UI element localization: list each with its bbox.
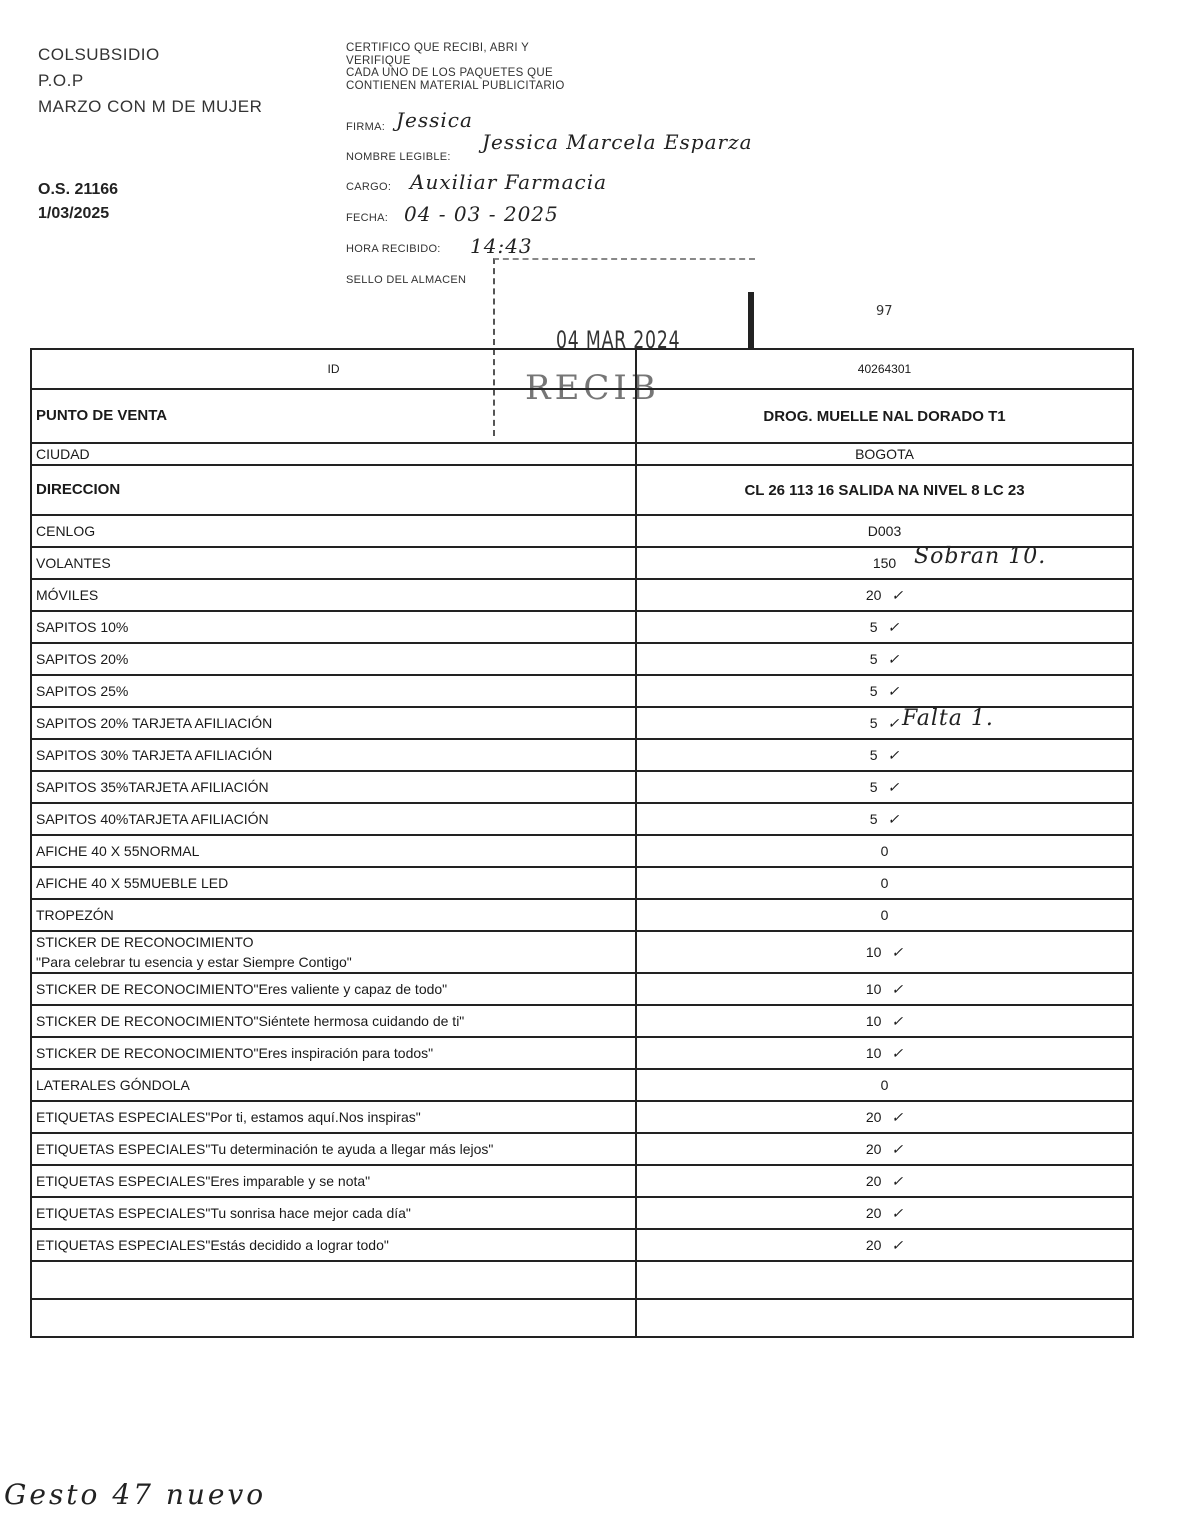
table-row [31,739,1133,771]
row-label: DIRECCION [31,465,636,515]
table-row [31,1005,1133,1037]
stamp-bar [748,292,754,350]
table-row [31,803,1133,835]
row-value [636,611,1133,643]
check-mark-icon: ✓ [887,747,900,764]
row-label: PUNTO DE VENTA [31,389,636,443]
table-row [31,1133,1133,1165]
row-value [636,899,1133,931]
row-value-text: 10 [865,980,882,997]
empty-cell [636,1299,1133,1337]
certificate-line: CONTIENEN MATERIAL PUBLICITARIO [346,79,565,92]
row-value-text: 0 [880,843,889,859]
empty-cell [636,1261,1133,1299]
row-value [636,1229,1133,1261]
row-value-text: BOGOTA [855,446,914,462]
row-value-text: 5 [869,618,878,635]
check-mark-icon: ✓ [891,1109,904,1126]
row-label: SAPITOS 20% [31,643,636,675]
id-label: ID [31,349,636,389]
table-row-id [31,349,1133,389]
row-value-text: 5 [869,746,878,763]
fecha-value: 04 - 03 - 2025 [404,202,559,226]
certificate-text [346,42,565,92]
row-value [636,771,1133,803]
table-row [31,611,1133,643]
cargo-value: Auxiliar Farmacia [410,170,608,194]
stamp-number: 97 [876,304,893,319]
stamp-date: 04 MAR 2024 [556,326,681,354]
stamp-word: RECIB [525,368,660,408]
row-value-text: 0 [880,907,889,923]
hora-label: HORA RECIBIDO: [346,243,441,255]
row-value [636,1069,1133,1101]
row-label: MÓVILES [31,579,636,611]
table-row [31,1101,1133,1133]
row-label: STICKER DE RECONOCIMIENTO"Siéntete hermosa cuidando de ti" [31,1005,636,1037]
row-label: ETIQUETAS ESPECIALES"Estás decidido a lograr todo" [31,1229,636,1261]
certificate-line: CERTIFICO QUE RECIBI, ABRI Y [346,42,530,54]
row-value-text: 5 [869,714,878,731]
row-value [636,443,1133,465]
row-label: LATERALES GÓNDOLA [31,1069,636,1101]
row-value-text: 5 [869,650,878,667]
row-value [636,867,1133,899]
check-mark-icon: ✓ [891,1141,904,1158]
row-value [636,973,1133,1005]
table-row [31,675,1133,707]
table-row [31,443,1133,465]
row-label: SAPITOS 30% TARJETA AFILIACIÓN [31,739,636,771]
row-value-text: D003 [867,523,902,539]
row-value-text: 150 [872,555,897,571]
check-mark-icon: ✓ [887,619,900,636]
check-mark-icon: ✓ [891,1013,904,1030]
row-value [636,803,1133,835]
nombre-label: NOMBRE LEGIBLE: [346,151,451,163]
row-value-text: 5 [869,778,878,795]
row-label: CIUDAD [31,443,636,465]
row-label: AFICHE 40 X 55MUEBLE LED [31,867,636,899]
firma-label: FIRMA: [346,121,386,133]
table-row [31,1037,1133,1069]
row-value-text: 20 [865,1108,882,1125]
row-value-text: 10 [865,1012,882,1029]
table-row [31,867,1133,899]
row-value [636,547,1133,579]
material-table [30,348,1134,1338]
row-label: AFICHE 40 X 55NORMAL [31,835,636,867]
row-value [636,515,1133,547]
row-label: SAPITOS 25% [31,675,636,707]
id-value: 40264301 [636,349,1133,389]
row-value [636,1037,1133,1069]
empty-cell [31,1299,636,1337]
row-value [636,931,1133,973]
sello-label: SELLO DEL ALMACEN [346,274,467,286]
sapitos-note: Falta 1. [902,706,994,731]
row-value [636,739,1133,771]
row-value-text: 20 [865,1204,882,1221]
check-mark-icon: ✓ [887,683,900,700]
row-value-text: 10 [865,1044,882,1061]
row-value-text: DROG. MUELLE NAL DORADO T1 [763,407,1006,425]
row-value [636,675,1133,707]
row-label: CENLOG [31,515,636,547]
row-label: SAPITOS 40%TARJETA AFILIACIÓN [31,803,636,835]
row-value [636,835,1133,867]
row-label: ETIQUETAS ESPECIALES"Tu sonrisa hace mejor cada día" [31,1197,636,1229]
row-label: TROPEZÓN [31,899,636,931]
table-row [31,1165,1133,1197]
bottom-handwriting: Gesto 47 nuevo [4,1478,267,1511]
table-row [31,1197,1133,1229]
cargo-label: CARGO: [346,181,392,193]
row-label: VOLANTES [31,547,636,579]
empty-cell [31,1261,636,1299]
table-row [31,1229,1133,1261]
row-value-text: 10 [865,943,882,960]
check-mark-icon: ✓ [887,651,900,668]
row-value [636,389,1133,443]
row-value [636,579,1133,611]
row-label: STICKER DE RECONOCIMIENTO "Para celebrar tu esencia y estar Siempre Contigo" [31,931,636,973]
nombre-value: Jessica Marcela Esparza [482,130,753,154]
row-value-text: 20 [865,1172,882,1189]
row-label: STICKER DE RECONOCIMIENTO"Eres valiente y capaz de todo" [31,973,636,1005]
empty-row [31,1299,1133,1337]
check-mark-icon: ✓ [891,1205,904,1222]
row-value [636,1165,1133,1197]
campaign-name: MARZO CON M DE MUJER [38,97,263,116]
certificate-line: CADA UNO DE LOS PAQUETES QUE [346,67,553,79]
table-row [31,1069,1133,1101]
row-value-text: 20 [865,1236,882,1253]
table-row [31,899,1133,931]
row-value [636,1197,1133,1229]
order-number: O.S. 21166 [38,181,119,198]
row-value [636,1005,1133,1037]
pop-label: P.O.P [38,71,84,90]
table-row [31,465,1133,515]
table-row [31,771,1133,803]
row-value [636,1101,1133,1133]
check-mark-icon: ✓ [891,981,904,998]
row-value-text: 5 [869,682,878,699]
order-date: 1/03/2025 [38,205,110,222]
check-mark-icon: ✓ [887,811,900,828]
row-value-text: 20 [865,1140,882,1157]
row-value-text: CL 26 113 16 SALIDA NA NIVEL 8 LC 23 [744,481,1025,499]
row-value-text: 0 [880,1077,889,1093]
check-mark-icon: ✓ [891,1045,904,1062]
row-value [636,643,1133,675]
row-value-text: 0 [880,875,889,891]
company-name: COLSUBSIDIO [38,45,160,64]
check-mark-icon: ✓ [891,1173,904,1190]
check-mark-icon: ✓ [891,1237,904,1254]
order-block [38,178,118,226]
table-row [31,579,1133,611]
row-label: ETIQUETAS ESPECIALES"Por ti, estamos aquí.Nos inspiras" [31,1101,636,1133]
row-label: SAPITOS 35%TARJETA AFILIACIÓN [31,771,636,803]
check-mark-icon: ✓ [891,944,904,961]
header-left [38,42,262,120]
fecha-label: FECHA: [346,212,389,224]
volantes-note: Sobran 10. [914,544,1047,569]
table-row [31,835,1133,867]
row-label: SAPITOS 10% [31,611,636,643]
table-row [31,643,1133,675]
empty-row [31,1261,1133,1299]
row-value-text: 20 [865,586,882,603]
table-row [31,973,1133,1005]
check-mark-icon: ✓ [891,587,904,604]
table-row [31,515,1133,547]
row-value [636,465,1133,515]
row-label: ETIQUETAS ESPECIALES"Tu determinación te ayuda a llegar más lejos" [31,1133,636,1165]
certificate-line: VERIFIQUE [346,54,411,67]
row-label: ETIQUETAS ESPECIALES"Eres imparable y se nota" [31,1165,636,1197]
check-mark-icon: ✓ [887,715,900,732]
row-label: SAPITOS 20% TARJETA AFILIACIÓN [31,707,636,739]
row-label: STICKER DE RECONOCIMIENTO"Eres inspiración para todos" [31,1037,636,1069]
table-row [31,389,1133,443]
row-value-text: 5 [869,810,878,827]
hora-value: 14:43 [470,234,533,258]
row-value [636,707,1133,739]
table-row [31,931,1133,973]
check-mark-icon: ✓ [887,779,900,796]
row-value [636,1133,1133,1165]
firma-signature: Jessica [396,108,473,132]
